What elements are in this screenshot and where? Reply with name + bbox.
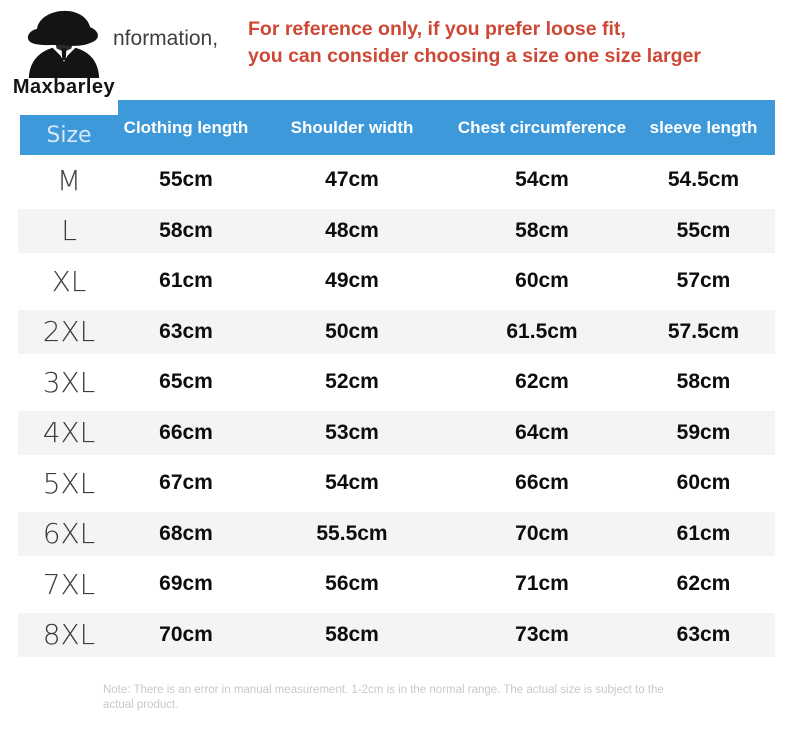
table-row-xl bbox=[18, 256, 775, 307]
measurement-value: 54.5cm bbox=[667, 168, 740, 192]
size-table bbox=[18, 100, 775, 660]
table-row-2xl bbox=[18, 307, 775, 358]
size-label: 7XL bbox=[42, 567, 96, 601]
fit-notice-line2: you can consider choosing a size one size larger bbox=[248, 45, 701, 67]
size-label: M bbox=[56, 163, 82, 197]
size-label: 6XL bbox=[42, 517, 96, 551]
measurement-value: 57.5cm bbox=[667, 319, 740, 343]
column-header-clothing-length: Clothing length bbox=[123, 117, 249, 137]
brand-name: Maxbarley bbox=[12, 76, 116, 98]
table-row-8xl bbox=[18, 610, 775, 661]
measurement-value: 64cm bbox=[515, 420, 569, 444]
size-label: L bbox=[61, 214, 77, 248]
measurement-value: 67cm bbox=[159, 471, 213, 495]
table-row-4xl bbox=[18, 408, 775, 459]
measurement-value: 54cm bbox=[325, 471, 379, 495]
measurement-value: 59cm bbox=[676, 420, 731, 444]
measurement-value: 70cm bbox=[515, 521, 569, 545]
measurement-value: 57cm bbox=[676, 269, 731, 293]
measurement-value: 61.5cm bbox=[506, 319, 578, 343]
table-row-7xl bbox=[18, 559, 775, 610]
table-rows bbox=[18, 155, 775, 660]
measurement-value: 61cm bbox=[676, 521, 731, 545]
measurement-value: 55.5cm bbox=[316, 521, 388, 545]
table-row-m bbox=[18, 155, 775, 206]
measurement-value: 49cm bbox=[325, 269, 379, 293]
size-label: 4XL bbox=[42, 416, 96, 450]
measurement-value: 60cm bbox=[515, 269, 569, 293]
measurement-value: 63cm bbox=[159, 319, 213, 343]
size-label: XL bbox=[51, 264, 87, 298]
measurement-value: 52cm bbox=[325, 370, 379, 394]
column-header-sleeve-length: sleeve length bbox=[649, 117, 758, 137]
column-header-shoulder-width: Shoulder width bbox=[290, 117, 414, 137]
size-information-title-partial: nformation, bbox=[113, 27, 219, 50]
measurement-value: 61cm bbox=[159, 269, 213, 293]
table-row-3xl bbox=[18, 357, 775, 408]
measurement-value: 48cm bbox=[325, 218, 379, 242]
table-row-l bbox=[18, 206, 775, 257]
measurement-value: 73cm bbox=[515, 622, 569, 646]
measurement-value: 62cm bbox=[515, 370, 569, 394]
column-header-chest-circumference: Chest circumference bbox=[457, 117, 627, 137]
measurement-value: 50cm bbox=[325, 319, 379, 343]
measurement-value: 69cm bbox=[159, 572, 213, 596]
measurement-value: 62cm bbox=[676, 572, 731, 596]
measurement-value: 60cm bbox=[676, 471, 731, 495]
measurement-value: 63cm bbox=[676, 622, 731, 646]
measurement-value: 65cm bbox=[159, 370, 213, 394]
fit-notice-line1: For reference only, if you prefer loose fit, bbox=[248, 18, 626, 40]
measurement-value: 53cm bbox=[325, 420, 379, 444]
measurement-value: 47cm bbox=[325, 168, 379, 192]
measurement-value: 58cm bbox=[325, 622, 379, 646]
measurement-value: 56cm bbox=[325, 572, 379, 596]
measurement-value: 58cm bbox=[676, 370, 731, 394]
column-header-size: Size bbox=[46, 122, 92, 148]
measurement-value: 66cm bbox=[159, 420, 213, 444]
size-label: 2XL bbox=[42, 315, 96, 349]
fit-notice-text bbox=[248, 16, 758, 70]
measurement-value: 54cm bbox=[515, 168, 569, 192]
measurement-value: 66cm bbox=[515, 471, 569, 495]
table-row-6xl bbox=[18, 509, 775, 560]
measurement-value: 55cm bbox=[676, 218, 731, 242]
size-label: 8XL bbox=[42, 618, 96, 652]
measurement-value: 68cm bbox=[159, 521, 213, 545]
table-row-5xl bbox=[18, 458, 775, 509]
measurement-value: 58cm bbox=[159, 218, 213, 242]
measurement-note: Note: There is an error in manual measurement. 1-2cm is in the normal range. The actual size is subject to the actual product. bbox=[103, 684, 664, 711]
man-with-hat-silhouette-icon bbox=[18, 6, 110, 78]
measurement-value: 55cm bbox=[159, 168, 213, 192]
measurement-value: 70cm bbox=[159, 622, 213, 646]
measurement-value: 58cm bbox=[515, 218, 569, 242]
table-header-row bbox=[18, 100, 775, 155]
measurement-value: 71cm bbox=[515, 572, 569, 596]
size-label: 3XL bbox=[42, 365, 96, 399]
size-label: 5XL bbox=[42, 466, 96, 500]
